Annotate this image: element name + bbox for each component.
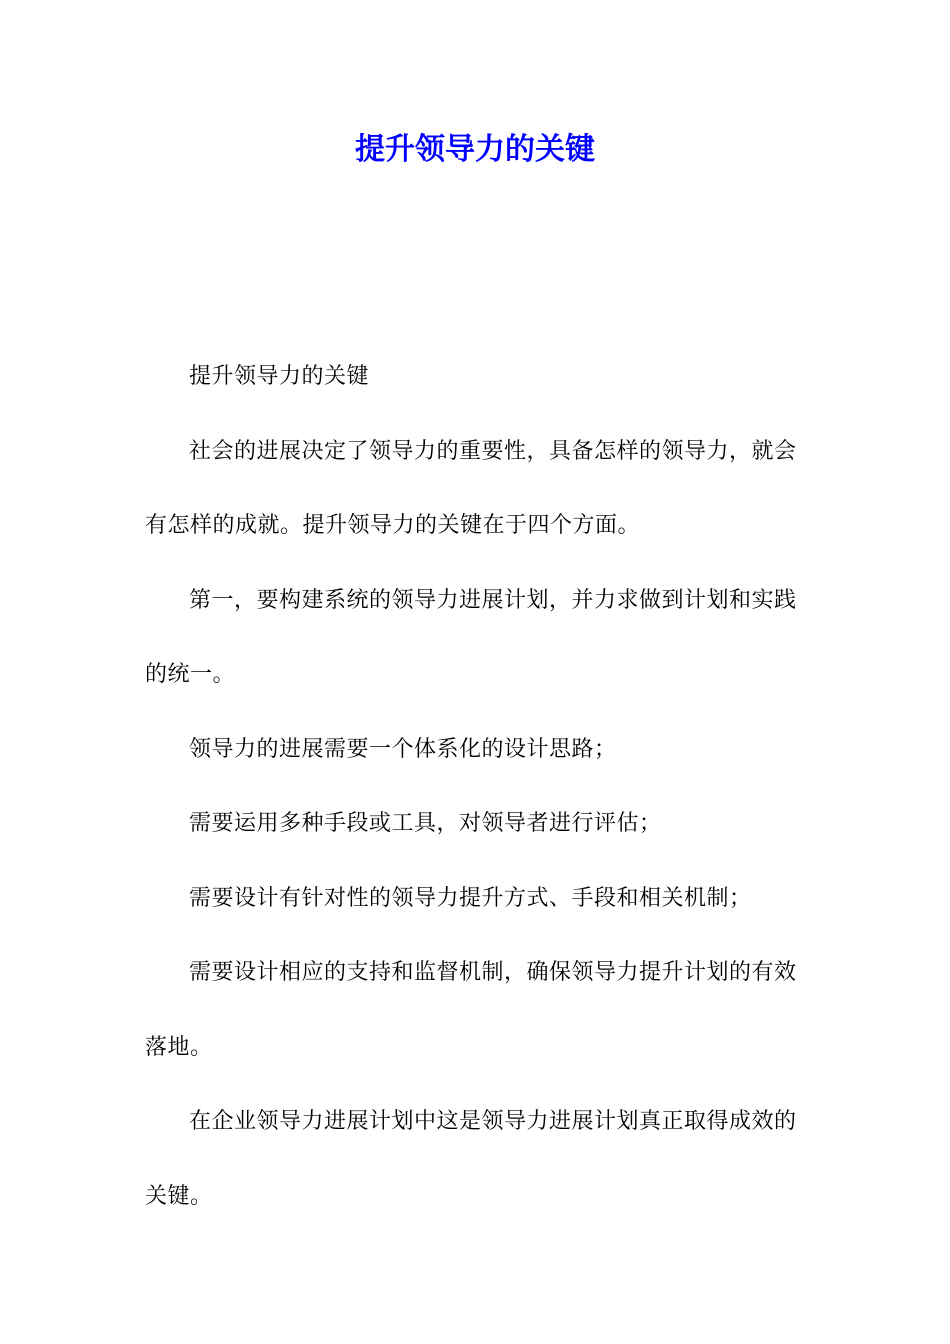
paragraph-design-approach: 领导力的进展需要一个体系化的设计思路； bbox=[189, 736, 617, 762]
paragraph-assessment: 需要运用多种手段或工具，对领导者进行评估； bbox=[189, 811, 662, 836]
paragraph-conclusion: 在企业领导力进展计划中这是领导力进展计划真正取得成效的关键。 bbox=[145, 1109, 797, 1209]
paragraph-intro: 社会的进展决定了领导力的重要性，具备怎样的领导力，就会有怎样的成就。提升领导力的关键在于四个方面。 bbox=[145, 438, 797, 538]
document-body bbox=[145, 340, 807, 1234]
paragraph-first-point: 第一，要构建系统的领导力进展计划，并力求做到计划和实践的统一。 bbox=[145, 587, 797, 687]
paragraph-methods: 需要设计有针对性的领导力提升方式、手段和相关机制； bbox=[189, 885, 752, 911]
paragraph-subtitle: 提升领导力的关键 bbox=[189, 364, 370, 389]
document-title: 提升领导力的关键 bbox=[355, 132, 595, 167]
paragraph-support: 需要设计相应的支持和监督机制，确保领导力提升计划的有效落地。 bbox=[145, 960, 797, 1060]
